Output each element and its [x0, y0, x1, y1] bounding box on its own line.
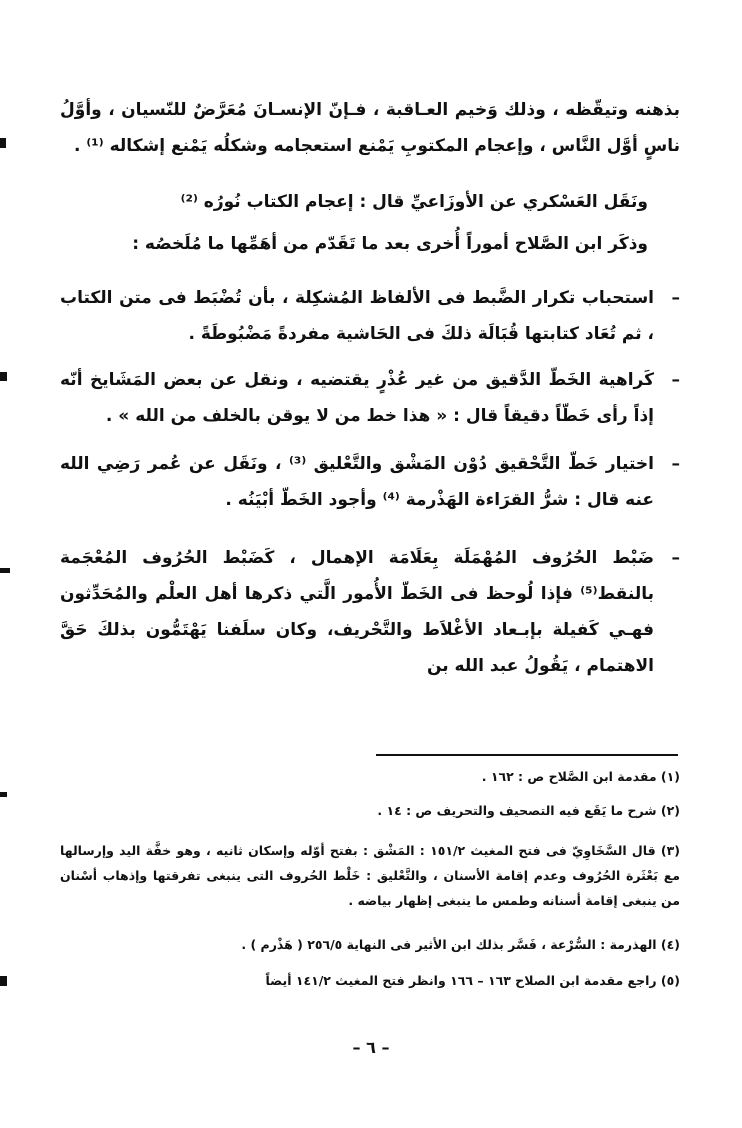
margin-mark: [0, 976, 7, 986]
list-item-text: كَراهية الخَطّ الدَّقيق من غير عُذْرٍ يقتضيه ، ونقل عن بعض المَشَايخ أنّه إذاً رأى خَطّاً دقيقاً قال : « هذا خط من لا يوقن بالخلف من الله » .: [60, 370, 654, 426]
footnote: (٤) الهذرمة : السُّرْعة ، فَسَّر بذلك ابن الأثير فى النهاية ٢٥٦/٥ ( هَذْرم ) .: [241, 937, 680, 952]
bullet-dash: –: [671, 288, 680, 308]
paragraph-ibn-salah: وذكَر ابن الصَّلاح أموراً أُخرى بعد ما تَقَدّم من أهَمِّها ما مُلَخصُه :: [132, 234, 648, 254]
footnote: (٢) شرح ما يَقَع فيه التصحيف والتحريف ص : ١٤ .: [377, 803, 680, 818]
footnote: (٥) راجع مقدمة ابن الصلاح ١٦٣ – ١٦٦ وانظر فتح المغيث ١٤١/٢ أيضاً: [265, 973, 680, 988]
list-item-text: اختيار خَطّ التَّحْقيق دُوْن المَشْق والتَّعْليق ⁽³⁾ ، ونَقَل عن عُمر رَضِي الله عنه قال : شرُّ القرَاءة الهَذْرمة ⁽⁴⁾ وأجود الخَطّ أبْيَنُه .: [60, 454, 654, 510]
bullet-dash: –: [671, 548, 680, 568]
margin-mark: [0, 138, 6, 148]
margin-mark: [0, 372, 7, 381]
footnote: (١) مقدمة ابن الصَّلاح ص : ١٦٢ .: [481, 769, 680, 784]
list-item: [60, 446, 680, 518]
margin-mark: [0, 792, 7, 797]
bullet-dash: –: [671, 370, 680, 390]
footnote: (٣) قال السَّخَاوِيّ فى فتح المغيث ١٥١/٢ : المَشْق : بفتح أوّله وإسكان ثانيه ، وهو خفَّة اليد وإرسالها مع بَعْثَرة الحُرُوف وعدم إقامة الأسنان ، والتَّعْليق : خَلْط الحُروف التى ينبغى تفرقتها وإذهاب أسْنان من ينبغى إقامة أسنانه وطمس ما ينبغى إظهار بياضه .: [60, 843, 680, 908]
list-item: [60, 362, 680, 434]
footnote-separator: [376, 754, 678, 756]
margin-mark: [0, 568, 10, 573]
bullet-dash: –: [671, 454, 680, 474]
paragraph-askari: ونَقَل العَسْكري عن الأوزَاعيِّ قال : إعجام الكتاب نُورُه ⁽²⁾: [180, 192, 648, 212]
page-number: – ٦ –: [352, 1038, 390, 1057]
paragraph-intro: بذهنه وتيقّظه ، وذلك وَخيم العـاقبة ، فـإنّ الإنسـانَ مُعَرَّضٌ للنّسيان ، وأوَّلُ ناسٍ أوَّل النَّاس ، وإعجام المكتوبِ يَمْنع استعجامه وشكلُه يَمْنع إشكاله ⁽¹⁾ .: [60, 100, 680, 156]
list-item: [60, 280, 680, 352]
list-item-text: ضَبْط الحُرُوف المُهْمَلَة بِعَلَامَة الإهمال ، كَضَبْط الحُرُوف المُعْجَمة بالنقط⁽⁵⁾ فإذا لُوحظ فى الخَطّ الأُمور الَّتي ذكرها أهل العلْم والمُحَدِّثون فهـي كَفيلة بإبـعاد الأغْلاَط والتَّحْريف، وكان سلَفنا يَهْتَمُّون بذلكَ حَقَّ الاهتمام ، يَقُولُ عبد الله بن: [60, 548, 654, 676]
list-item: [60, 540, 680, 684]
list-item-text: استحباب تكرار الضَّبط فى الألفاظ المُشكِلة ، بأن تُضْبَط فى متن الكتاب ، ثم تُعَاد كتابتها قُبَالَة ذلكَ فى الحَاشية مفردةً مَضْبُوطَةً .: [60, 288, 654, 344]
